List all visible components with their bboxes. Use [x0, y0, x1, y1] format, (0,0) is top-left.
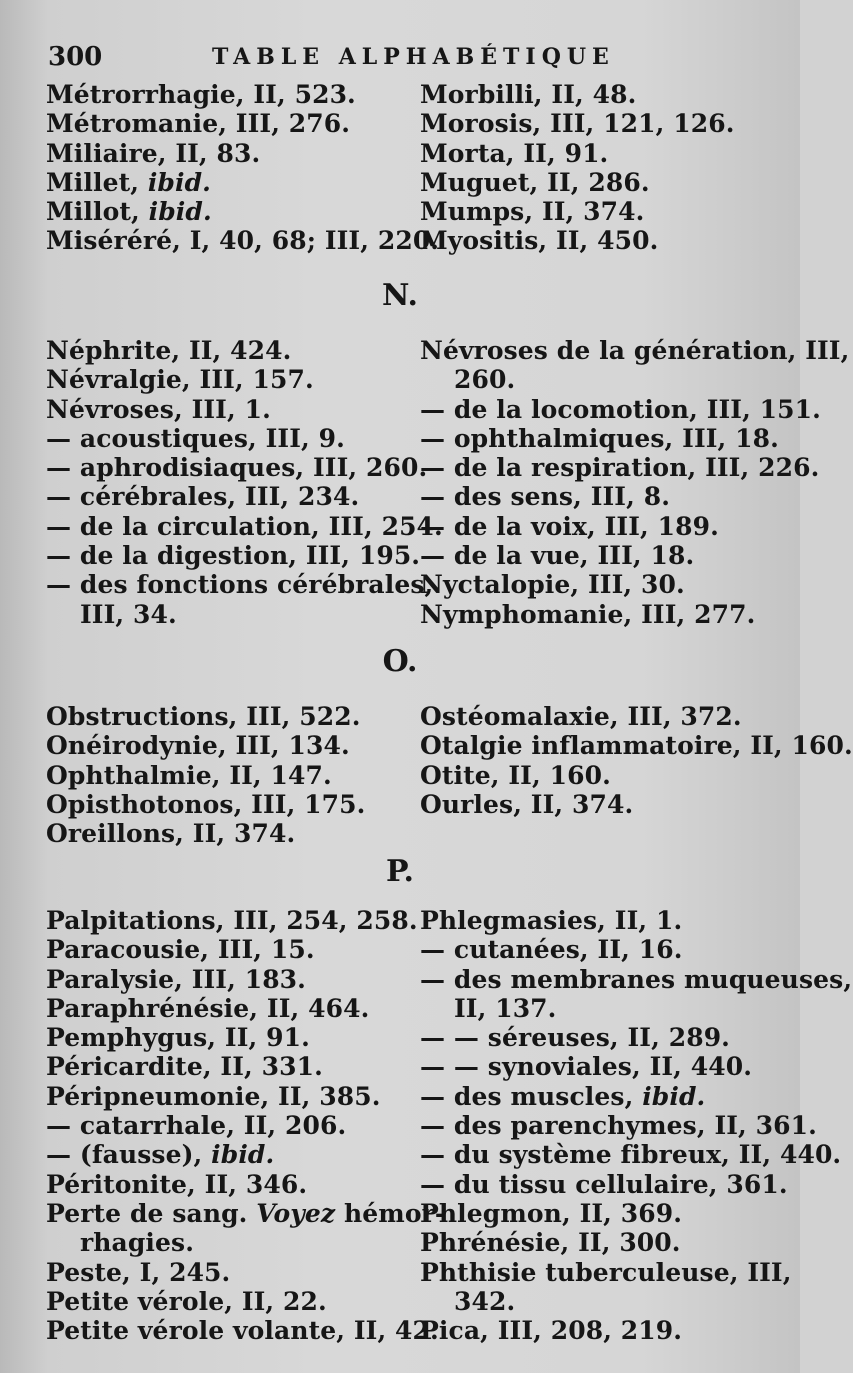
index-entry: Phthisie tuberculeuse, III,: [420, 1257, 792, 1287]
index-entry: — de la respiration, III, 226.: [420, 453, 820, 483]
index-entry: Nymphomanie, III, 277.: [420, 599, 756, 629]
index-entry: Péripneumonie, II, 385.: [46, 1081, 381, 1111]
page-number: 300: [48, 42, 103, 72]
index-entry: Oreillons, II, 374.: [46, 819, 296, 849]
index-entry: Paracousie, III, 15.: [46, 935, 315, 965]
index-entry: Millet, ibid.: [46, 167, 211, 197]
index-entry: — des sens, III, 8.: [420, 482, 670, 512]
index-entry: — cérébrales, III, 234.: [46, 482, 360, 512]
index-entry: — du tissu cellulaire, 361.: [420, 1169, 788, 1199]
index-entry: Névroses, III, 1.: [46, 394, 271, 424]
index-entry: — acoustiques, III, 9.: [46, 423, 345, 453]
index-entry: Morosis, III, 121, 126.: [420, 109, 735, 139]
index-column-right-o: [420, 702, 853, 819]
index-entry: — — synoviales, II, 440.: [420, 1052, 753, 1082]
index-entry: — catarrhale, II, 206.: [46, 1111, 347, 1141]
index-entry: — des fonctions cérébrales,: [46, 570, 434, 600]
index-entry: — de la digestion, III, 195.: [46, 541, 421, 571]
index-entry: — ophthalmiques, III, 18.: [420, 423, 779, 453]
index-entry: — (fausse), ibid.: [46, 1140, 275, 1170]
index-entry: — de la locomotion, III, 151.: [420, 394, 821, 424]
index-entry: Miséréré, I, 40, 68; III, 220.: [46, 226, 440, 256]
index-entry-continuation: II, 137.: [454, 993, 557, 1023]
index-entry: Morta, II, 91.: [420, 138, 609, 168]
section-letter-p: P.: [385, 854, 415, 889]
running-title: TABLE ALPHABÉTIQUE: [212, 44, 615, 70]
index-entry-continuation: rhagies.: [80, 1228, 195, 1258]
index-entry-continuation: 342.: [454, 1286, 516, 1316]
index-entry: Péricardite, II, 331.: [46, 1052, 323, 1082]
section-letter-o: O.: [382, 644, 418, 679]
index-entry: Métromanie, III, 276.: [46, 109, 351, 139]
index-entry: Morbilli, II, 48.: [420, 80, 637, 109]
index-entry: Nyctalopie, III, 30.: [420, 570, 685, 600]
index-entry: Petite vérole, II, 22.: [46, 1286, 327, 1316]
index-entry: Miliaire, II, 83.: [46, 138, 261, 168]
index-entry: — de la voix, III, 189.: [420, 511, 719, 541]
index-entry: — aphrodisiaques, III, 260.: [46, 453, 428, 483]
index-column-left-p: [46, 906, 446, 1346]
index-entry: Opisthotonos, III, 175.: [46, 789, 366, 819]
index-entry: Péritonite, II, 346.: [46, 1169, 308, 1199]
index-entry: Pica, III, 208, 219.: [420, 1316, 683, 1346]
index-column-left-o: [46, 702, 406, 848]
index-entry: Mumps, II, 374.: [420, 197, 645, 227]
index-entry: — cutanées, II, 16.: [420, 935, 683, 965]
index-entry: Obstructions, III, 522.: [46, 702, 361, 731]
section-letter-n: N.: [382, 278, 418, 313]
index-entry: Ophthalmie, II, 147.: [46, 760, 332, 790]
index-entry: — des muscles, ibid.: [420, 1081, 706, 1111]
running-header: [0, 38, 800, 74]
index-entry: Petite vérole volante, II, 42.: [46, 1316, 439, 1346]
index-entry: Pemphygus, II, 91.: [46, 1023, 310, 1053]
index-entry: — du système fibreux, II, 440.: [420, 1140, 842, 1170]
index-entry-continuation: 260.: [454, 365, 516, 395]
index-entry: — des membranes muqueuses,: [420, 964, 853, 994]
index-entry: Phlegmasies, II, 1.: [420, 906, 683, 935]
index-column-right-n: [420, 336, 850, 629]
index-entry: — — séreuses, II, 289.: [420, 1023, 730, 1053]
index-entry: Palpitations, III, 254, 258.: [46, 906, 418, 935]
index-entry: Ourles, II, 374.: [420, 789, 634, 819]
index-entry: — de la vue, III, 18.: [420, 541, 695, 571]
index-entry: Paraphrénésie, II, 464.: [46, 993, 370, 1023]
index-entry: Névroses de la génération, III,: [420, 336, 850, 365]
index-entry: Muguet, II, 286.: [420, 167, 650, 197]
index-entry: Paralysie, III, 183.: [46, 964, 306, 994]
index-entry-continuation: III, 34.: [80, 599, 177, 629]
index-entry: Phrénésie, II, 300.: [420, 1228, 681, 1258]
index-entry: Névralgie, III, 157.: [46, 365, 314, 395]
index-column-left-n: [46, 336, 443, 629]
index-column-left-m: [46, 80, 440, 256]
index-column-right-m: [420, 80, 780, 256]
index-entry: Myositis, II, 450.: [420, 226, 659, 256]
index-entry: — de la circulation, III, 254.: [46, 511, 443, 541]
index-entry: Otite, II, 160.: [420, 760, 611, 790]
index-entry: Peste, I, 245.: [46, 1257, 231, 1287]
index-entry: Métrorrhagie, II, 523.: [46, 80, 356, 109]
index-entry: Phlegmon, II, 369.: [420, 1198, 683, 1228]
index-entry: Millot, ibid.: [46, 197, 212, 227]
index-entry: — des parenchymes, II, 361.: [420, 1111, 817, 1141]
index-entry: Perte de sang. Voyez hémor-: [46, 1198, 446, 1228]
index-column-right-p: [420, 906, 853, 1346]
index-entry: Onéirodynie, III, 134.: [46, 731, 350, 761]
index-entry: Otalgie inflammatoire, II, 160.: [420, 731, 853, 761]
index-entry: Ostéomalaxie, III, 372.: [420, 702, 742, 731]
index-entry: Néphrite, II, 424.: [46, 336, 292, 365]
